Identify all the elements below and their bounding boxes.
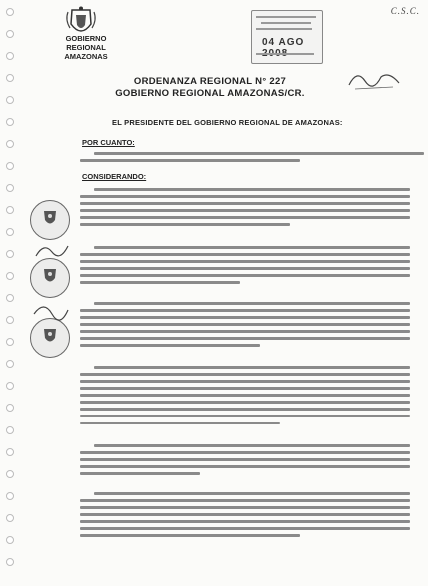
official-seal [30, 258, 70, 298]
text-line [94, 366, 410, 369]
text-line [80, 520, 410, 523]
text-line [80, 506, 410, 509]
binder-hole [6, 206, 14, 214]
signature-mark [345, 65, 405, 93]
text-line [80, 499, 410, 502]
binder-hole [6, 536, 14, 544]
seal-emblem-icon [40, 326, 60, 346]
text-line [80, 159, 300, 162]
text-line [80, 373, 410, 376]
text-line [94, 188, 410, 191]
text-line [80, 344, 260, 347]
stamp-text-line [256, 53, 314, 55]
section-heading-por-cuanto: POR CUANTO: [82, 138, 135, 147]
preamble: EL PRESIDENTE DEL GOBIERNO REGIONAL DE AMAZONAS: [112, 118, 343, 127]
text-line [80, 202, 410, 205]
side-signature-mark [30, 300, 70, 322]
official-seal [30, 200, 70, 240]
binder-holes [6, 8, 14, 578]
reception-stamp [251, 10, 323, 64]
seal-emblem-icon [40, 208, 60, 228]
text-line [80, 380, 410, 383]
stamp-text-line [261, 22, 311, 24]
text-line [80, 387, 410, 390]
paragraph-1 [80, 188, 410, 230]
seal-emblem-icon [40, 266, 60, 286]
binder-hole [6, 96, 14, 104]
text-line [80, 281, 240, 284]
binder-hole [6, 250, 14, 258]
binder-hole [6, 228, 14, 236]
binder-hole [6, 316, 14, 324]
paragraph-3 [80, 302, 410, 351]
text-line [94, 444, 410, 447]
binder-hole [6, 514, 14, 522]
text-line [80, 527, 410, 530]
binder-hole [6, 338, 14, 346]
binder-hole [6, 558, 14, 566]
binder-hole [6, 470, 14, 478]
binder-hole [6, 272, 14, 280]
text-line [80, 330, 410, 333]
binder-hole [6, 74, 14, 82]
binder-hole [6, 118, 14, 126]
text-line [80, 309, 410, 312]
binder-hole [6, 162, 14, 170]
binder-hole [6, 426, 14, 434]
text-line [80, 323, 410, 326]
text-line [80, 267, 410, 270]
text-line [80, 451, 410, 454]
binder-hole [6, 8, 14, 16]
text-line [80, 195, 410, 198]
text-line [80, 223, 290, 226]
binder-hole [6, 360, 14, 368]
text-line [80, 316, 410, 319]
text-line [94, 152, 424, 155]
text-line [80, 472, 200, 475]
binder-hole [6, 448, 14, 456]
text-line [80, 415, 410, 418]
paragraph-6 [80, 492, 410, 541]
paragraph-5 [80, 444, 410, 479]
title-line1: ORDENANZA REGIONAL N° 227 [133, 76, 287, 87]
text-line [80, 513, 410, 516]
text-line [80, 534, 300, 537]
text-line [80, 337, 410, 340]
text-line [80, 408, 410, 411]
text-line [94, 492, 410, 495]
text-line [80, 458, 410, 461]
stamp-date: 04 AGO [262, 37, 305, 48]
paragraph-2 [80, 246, 410, 288]
binder-hole [6, 294, 14, 302]
binder-hole [6, 30, 14, 38]
binder-hole [6, 140, 14, 148]
paragraph-4 [80, 366, 410, 429]
binder-hole [6, 184, 14, 192]
binder-hole [6, 52, 14, 60]
corner-mark: C.S.C. [390, 6, 420, 16]
text-line [80, 465, 410, 468]
binder-hole [6, 404, 14, 412]
text-line [80, 260, 410, 263]
text-line [80, 216, 410, 219]
text-line [80, 422, 280, 425]
section-heading-considerando: CONSIDERANDO: [82, 172, 147, 181]
text-line [80, 394, 410, 397]
stamp-text-line [256, 28, 312, 30]
government-header [46, 34, 126, 61]
gov-header-line1: GOBIERNO REGIONAL [65, 34, 107, 52]
text-line [80, 209, 410, 212]
binder-hole [6, 492, 14, 500]
paragraph-por-cuanto [80, 152, 410, 166]
title-line2: GOBIERNO REGIONAL AMAZONAS/CR. [115, 88, 305, 99]
text-line [80, 401, 410, 404]
ordinance-title [100, 76, 320, 100]
text-line [80, 253, 410, 256]
text-line [94, 302, 410, 305]
official-seal [30, 318, 70, 358]
text-line [80, 274, 410, 277]
stamp-text-line [256, 16, 316, 18]
binder-hole [6, 382, 14, 390]
gov-header-line2: AMAZONAS [64, 52, 108, 61]
text-line [94, 246, 410, 249]
